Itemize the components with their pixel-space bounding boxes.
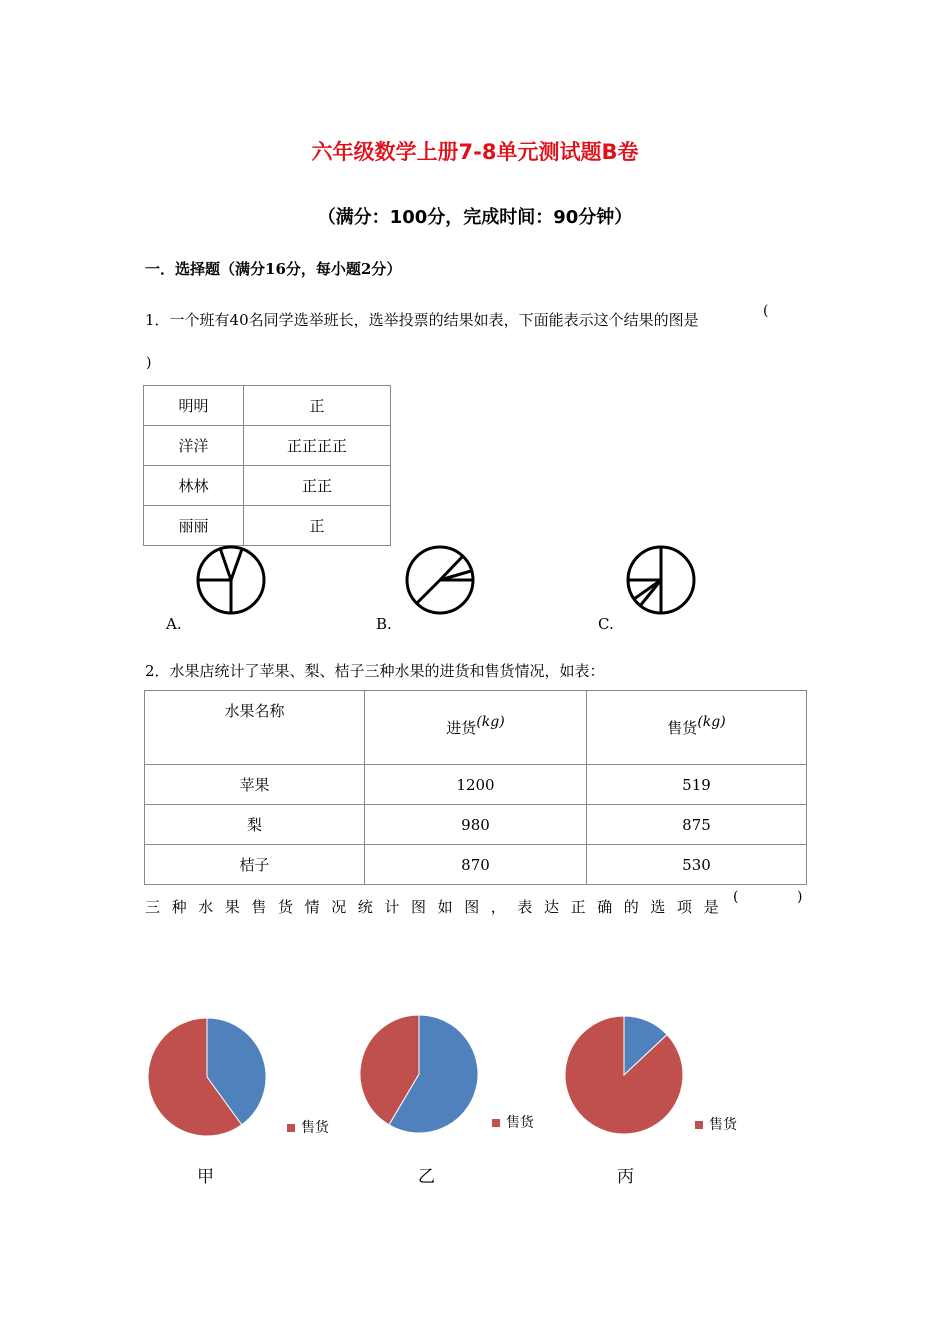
legend-swatch [695, 1121, 703, 1129]
option-b-label[interactable]: B. [376, 615, 392, 633]
table-cell: 明明 [144, 386, 244, 426]
table-cell: 正正正正 [244, 426, 391, 466]
table-cell: 980 [365, 805, 587, 845]
question-2-text: 2．水果店统计了苹果、梨、桔子三种水果的进货和售货情况，如表： [145, 662, 605, 680]
vote-table [143, 385, 391, 546]
table-row [145, 805, 807, 845]
table-cell: 875 [587, 805, 807, 845]
question-2-paren-open: ( [733, 889, 739, 905]
pie-divider [220, 548, 231, 580]
question-1-text: 1．一个班有40名同学选举班长，选举投票的结果如表，下面能表示这个结果的图是 [145, 311, 699, 329]
question-2-prompt: 三种水果售货情况统计图如图，表达正确的选项是 [145, 898, 731, 916]
header-in-label: 进货 [446, 719, 477, 737]
table-row [144, 386, 391, 426]
question-2-paren-close: ) [797, 889, 803, 905]
table-cell: 530 [587, 845, 807, 885]
table-row [145, 845, 807, 885]
table-row [144, 466, 391, 506]
unit-label: (kg) [476, 714, 505, 730]
page-subtitle: （满分：100分，完成时间：90分钟） [317, 207, 633, 228]
table-cell: 桔子 [145, 845, 365, 885]
option-b-pie-icon[interactable] [399, 543, 481, 617]
fruit-table [144, 690, 807, 885]
pie-chart-bing [565, 1016, 683, 1134]
table-cell: 林林 [144, 466, 244, 506]
option-c-pie-icon[interactable] [620, 543, 702, 617]
unit-label: (kg) [697, 714, 726, 730]
table-cell: 正 [244, 386, 391, 426]
question-1-paren-close: ) [146, 355, 152, 371]
table-row [144, 506, 391, 546]
table-header-cell: 水果名称 [145, 691, 365, 765]
table-row [144, 426, 391, 466]
legend-label: 售货 [301, 1120, 329, 1136]
question-1-paren-open: ( [763, 303, 769, 319]
legend-jia [287, 1117, 329, 1137]
pie-divider [231, 549, 242, 580]
table-cell: 苹果 [145, 765, 365, 805]
table-header-cell [587, 691, 807, 765]
chart-title-yi: 乙 [418, 1167, 435, 1187]
pie-chart-jia [148, 1018, 266, 1136]
option-c-label[interactable]: C. [598, 615, 614, 633]
table-header-cell [365, 691, 587, 765]
table-cell: 梨 [145, 805, 365, 845]
table-cell: 1200 [365, 765, 587, 805]
option-a-label[interactable]: A. [166, 615, 182, 633]
legend-swatch [287, 1124, 295, 1132]
table-cell: 870 [365, 845, 587, 885]
legend-swatch [492, 1119, 500, 1127]
table-cell: 正 [244, 506, 391, 546]
table-cell: 洋洋 [144, 426, 244, 466]
table-cell: 正正 [244, 466, 391, 506]
legend-label: 售货 [506, 1115, 534, 1131]
section-heading: 一．选择题（满分16分，每小题2分） [145, 260, 402, 278]
chart-title-jia: 甲 [197, 1167, 214, 1187]
chart-title-bing: 丙 [617, 1167, 634, 1187]
legend-yi [492, 1112, 534, 1132]
pie-divider [416, 580, 440, 604]
table-header-row [145, 691, 807, 765]
pie-charts [140, 1010, 760, 1210]
table-cell: 丽丽 [144, 506, 244, 546]
table-row [145, 765, 807, 805]
pie-chart-yi [360, 1015, 478, 1133]
legend-bing [695, 1114, 737, 1134]
header-sold-label: 售货 [667, 719, 698, 737]
table-cell: 519 [587, 765, 807, 805]
legend-label: 售货 [709, 1117, 737, 1133]
option-a-pie-icon[interactable] [190, 543, 272, 617]
page-title: 六年级数学上册7-8单元测试题B卷 [311, 140, 639, 164]
